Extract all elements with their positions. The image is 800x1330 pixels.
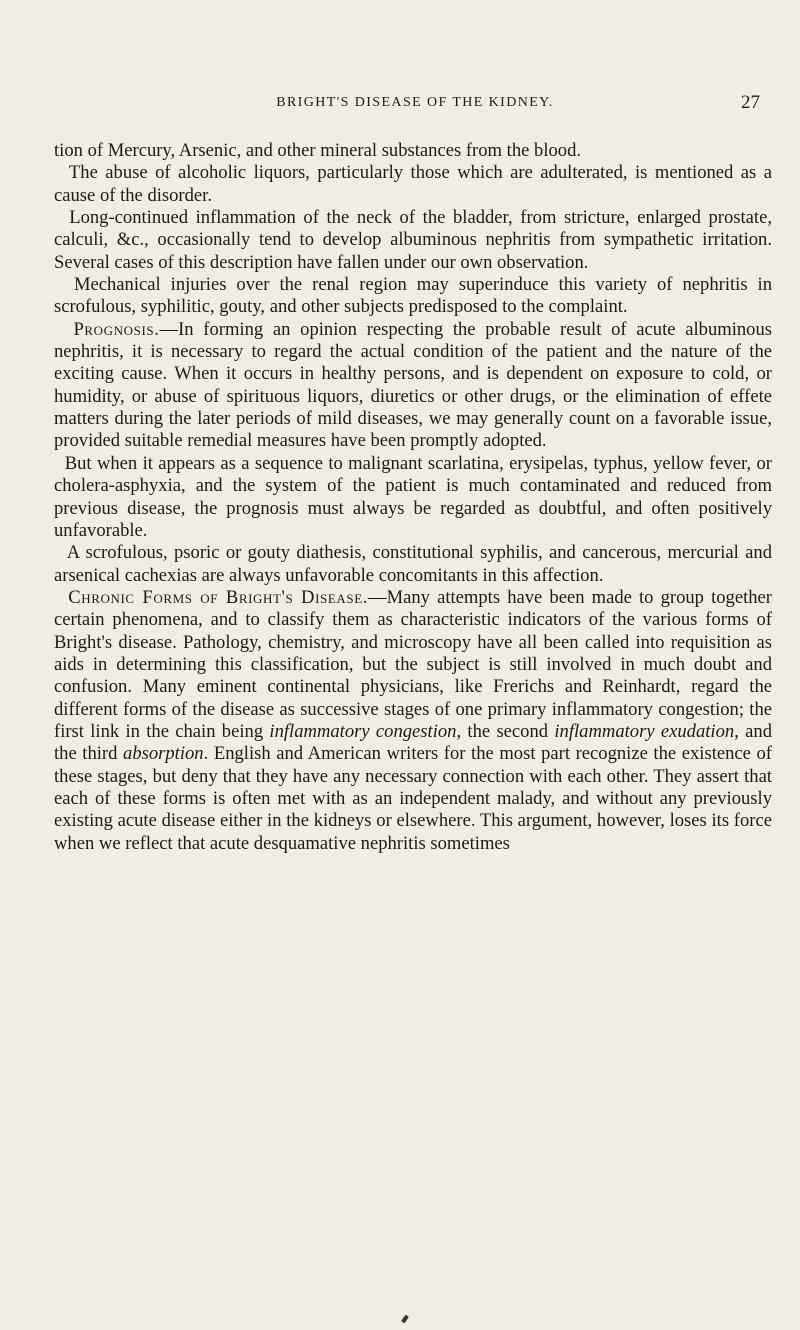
paragraph: [54, 162, 772, 207]
paragraph-text: A scrofulous, psoric or gouty diathesis, constitutional syphilis, and cancerous, mercurial and arsenical cachexias are always unfavorable concomitants in this affection.: [54, 542, 773, 586]
running-title: BRIGHT'S DISEASE OF THE KIDNEY.: [276, 95, 554, 110]
paragraph: [54, 453, 772, 542]
paragraph: [54, 207, 772, 274]
paragraph-text: tion of Mercury, Arsenic, and other mineral substances from the blood.: [54, 140, 582, 161]
body-text: [54, 140, 772, 855]
paragraph: [54, 587, 772, 855]
paragraph-text: —In forming an opinion respecting the probable result of acute albuminous nephritis, it is necessary to regard the actual condition of the patient and the nature of the exciting cause. When it occurs in healthy persons, and is dependent on exposure to cold, or humidity, or abuse of spirituous liquors, diuretics or other drugs, or the elimination of effete matters during the later periods of mild diseases, we may generally count on a favorable issue, provided suitable remedial measures have been promptly adopted.: [54, 318, 772, 452]
italic-term: inflammatory exudation: [554, 720, 735, 742]
paragraph: [54, 274, 772, 319]
paragraph: [54, 542, 772, 587]
paragraph-text: But when it appears as a sequence to malignant scarlatina, erysipelas, typhus, yellow fever, or cholera-asphyxia, and the system of the patient is much contaminated and reduced from previous disease, the prognosis must always be regarded as doubtful, and often positively unfavorable.: [54, 452, 772, 541]
paragraph-text: The abuse of alcoholic liquors, particularly those which are adulterated, is mentioned as a cause of the disorder.: [54, 162, 773, 206]
section-heading-chronic-forms: Chronic Forms of Bright's Disease.: [68, 586, 368, 608]
page-number: 27: [741, 92, 760, 113]
paragraph: [54, 140, 772, 162]
paragraph-text: —Many attempts have been made to group together certain phenomena, and to classify them as characteristic indicators of the various forms of Bright's disease. Pathology, chemistry, and microscopy have all been called into requisition as aids in determining this classification, but the subject is still involved in much doubt and confusion. Many eminent continental physicians, like Frerichs and Reinhardt, regard the different forms of the disease as successive stages of one primary inflammatory congestion; the first link in the chain being: [54, 586, 772, 742]
italic-term: inflammatory congestion: [269, 720, 457, 742]
paragraph-text: Mechanical injuries over the renal region may superinduce this variety of nephritis in scrofulous, syphilitic, gouty, and other subjects predisposed to the complaint.: [54, 274, 772, 318]
paragraph-text: . English and American writers for the most part recognize the existence of these stages, but deny that they have any necessary connection with each other. They assert that each of these forms is often met with as an independent malady, and without any previously existing acute disease either in the kidneys or elsewhere. This argument, however, loses its force when we reflect that acute desquamative nephritis sometimes: [54, 743, 772, 854]
section-heading-prognosis: Prognosis.: [73, 318, 160, 340]
paragraph-text: , and the third: [54, 720, 772, 765]
italic-term: absorption: [123, 743, 204, 765]
paragraph-text: Long-continued inflammation of the neck of the bladder, from stricture, enlarged prostate, calculi, &c., occasionally tend to develop albuminous nephritis from sympathetic irritation. Several cases of this description have fallen under our own observation.: [54, 207, 772, 273]
running-head: [70, 92, 760, 116]
paragraph: [54, 319, 772, 453]
ink-mark: [401, 1315, 409, 1324]
paragraph-text: , the second: [456, 720, 555, 742]
